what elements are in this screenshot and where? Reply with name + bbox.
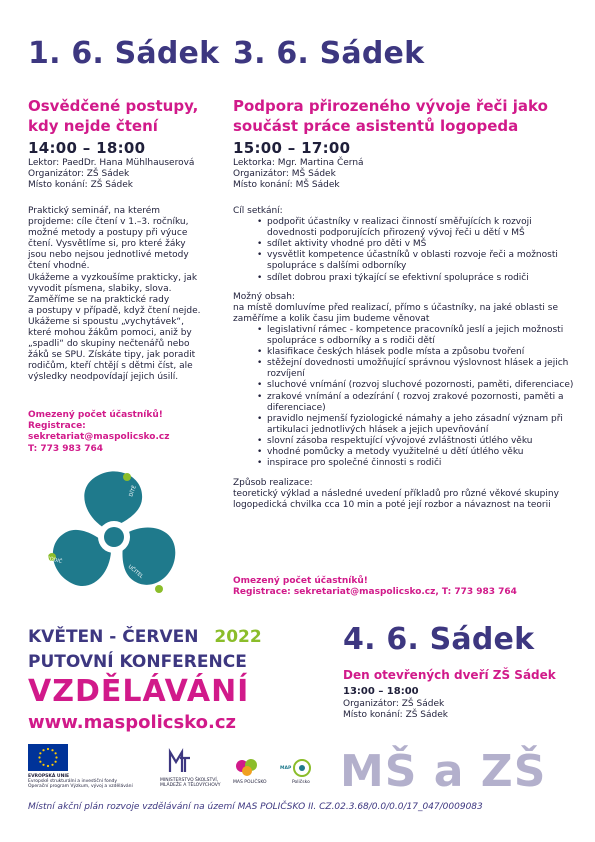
logo-label-ucitel: UČITEL: [126, 563, 145, 580]
msmt-logo-icon: [168, 748, 192, 774]
lector-1: Lektor: PaedDr. Hana Mühlhauserová: [28, 158, 195, 168]
eu-line1: EVROPSKÁ UNIE: [28, 774, 70, 779]
event-title-1-line2: kdy nejde čtení: [28, 117, 158, 135]
footer-project-line: Místní akční plán rozvoje vzdělávání na území MAS POLIČSKO II. CZ.02.3.68/0.0/0.0/17_047/0009083: [28, 802, 483, 812]
event-time-3: 13:00 – 18:00: [343, 686, 419, 697]
description-line: žáků se SPU. Získáte tipy, jak poradit: [28, 350, 196, 361]
description-line: projdeme: cíle čtení v 1.–3. ročníku,: [28, 217, 189, 228]
description-line: rodičům, kteří chtějí s dětmi číst, ale: [28, 361, 193, 372]
content-item: • klasifikace českých hlásek podle místa a způsobu tvoření: [233, 347, 578, 358]
conference-title: VZDĚLÁVÁNÍ: [28, 674, 250, 709]
registration-2[interactable]: Registrace: sekretariat@maspolicsko.cz, T: 773 983 764: [233, 587, 517, 598]
map-logo-icon: [290, 758, 314, 778]
goal-item: • sdílet dobrou praxi týkající se efektivní spolupráce s rodiči: [233, 273, 578, 284]
propeller-logo-icon: [28, 455, 198, 625]
content-item: • stěžejní dovednosti umožňující správnou výslovnost hlásek a jejich rozvíjení: [233, 358, 578, 380]
event-title-1: [28, 96, 228, 136]
conference-logo: [28, 455, 198, 625]
conference-months: [28, 627, 262, 647]
method-label: Způsob realizace:: [233, 478, 313, 489]
event-time-1: 14:00 – 18:00: [28, 139, 146, 157]
content-item: • inspirace pro společné činnosti s rodiči: [233, 458, 578, 469]
msmt-line1: MINISTERSTVO ŠKOLSTVÍ,: [160, 778, 219, 783]
logo-label-dite: DÍTĚ: [128, 484, 138, 498]
date-heading-3: 4. 6. Sádek: [343, 622, 535, 657]
msmt-logo-text: [160, 778, 240, 788]
event-title-2: [233, 96, 578, 136]
event-description-1: [28, 206, 233, 384]
event-body-2: [233, 206, 578, 511]
registration-email-1[interactable]: sekretariat@maspolicsko.cz: [28, 432, 170, 443]
content-item: • sluchové vnímání (rozvoj sluchové pozornosti, paměti, diferenciace): [233, 380, 578, 391]
description-line: Ukážeme si spoustu „vychytávek“,: [28, 316, 184, 327]
date-heading-2: 3. 6. Sádek: [233, 36, 425, 71]
conference-months-text: KVĚTEN - ČERVEN: [28, 627, 199, 647]
organizer-1: Organizátor: ZŠ Sádek: [28, 169, 130, 179]
registration-phone-1: T: 773 983 764: [28, 443, 104, 454]
content-intro: na místě domluvíme před realizací, přímo s účastníky, na jaké oblasti se zaměříme a kolik času jim budeme věnovat: [233, 302, 558, 324]
logo-label-rodic: RODIČ: [45, 555, 63, 566]
content-item: • legislativní rámec - kompetence pracovníků jeslí a jejich možnosti spolupráce s odborníky a s rodiči dětí: [233, 325, 578, 347]
event-time-2: 15:00 – 17:00: [233, 139, 351, 157]
school-badge: MŠ a ZŠ: [340, 746, 547, 797]
description-line: a postupy v případě, když čtení nejde.: [28, 305, 201, 316]
content-item: • slovní zásoba respektující vývojové zvláštnosti útlého věku: [233, 436, 578, 447]
registration-block-1: [28, 410, 238, 455]
msmt-line2: MLÁDEŽE A TĚLOVÝCHOVY: [160, 783, 221, 788]
lector-2: Lektorka: Mgr. Martina Černá: [233, 158, 364, 168]
description-line: čtení. Vysvětlíme si, pro které žáky: [28, 239, 186, 250]
content-item: • vhodné pomůcky a metody využitelné u dětí útlého věku: [233, 447, 578, 458]
method-text: teoretický výklad a následné uvedení příkladů pro různé věkové skupiny logopedická chvilka cca 10 min a poté její rozbor a návaznost na teorii: [233, 489, 559, 511]
mas-logo-icon: [235, 758, 259, 778]
description-line: výsledky neodpovídají jejich úsilí.: [28, 372, 179, 383]
place-3: Místo konání: ZŠ Sádek: [343, 710, 448, 720]
map-sub: Poličsko: [292, 780, 310, 785]
content-list: [233, 325, 578, 469]
description-line: „spadli“ do skupiny nečtenářů nebo: [28, 339, 190, 350]
conference-subtitle: PUTOVNÍ KONFERENCE: [28, 652, 247, 672]
goal-item: • sdílet aktivity vhodné pro děti v MŠ: [233, 239, 578, 250]
date-heading-1: 1. 6. Sádek: [28, 36, 220, 71]
goals-list: [233, 217, 578, 284]
description-line: které mohou žákům pomoci, aniž by: [28, 328, 192, 339]
event-title-3: Den otevřených dveří ZŠ Sádek: [343, 668, 556, 682]
description-line: možné metody a postupy při výuce: [28, 228, 188, 239]
event-meta-1: [28, 158, 194, 191]
event-meta-3: [343, 699, 448, 721]
eu-flag-icon: [28, 744, 68, 771]
registration-block-2: [233, 576, 578, 598]
content-label: Možný obsah:: [233, 291, 296, 302]
mas-label: MAS POLIČSKO: [233, 780, 267, 785]
description-line: Ukážeme a vyzkoušíme prakticky, jak: [28, 272, 198, 283]
goals-label: Cíl setkání:: [233, 206, 283, 216]
event-title-1-line1: Osvědčené postupy,: [28, 97, 199, 115]
eu-line3: Operační program Výzkum, vývoj a vzdělávání: [28, 784, 133, 789]
map-label: MAP: [280, 766, 292, 771]
conference-year: 2022: [214, 627, 262, 647]
content-item: • zrakové vnímání a odezírání ( rozvoj zrakové pozornosti, paměti a diferenciace): [233, 392, 578, 414]
eu-stars-icon: [28, 744, 68, 771]
goal-item: • vysvětlit kompetence účastníků v oblasti rozvoje řeči a možnosti spolupráce s dalšími odborníky: [233, 250, 578, 272]
goal-item: • podpořit účastníky v realizaci činností směřujících k rozvoji dovednosti podporujících přirozený vývoj řeči u dětí v MŠ: [233, 217, 578, 239]
place-2: Místo konání: MŠ Sádek: [233, 180, 340, 190]
registration-label-1: Registrace:: [28, 421, 86, 432]
organizer-3: Organizátor: ZŠ Sádek: [343, 699, 445, 709]
description-line: čtení vhodné.: [28, 261, 90, 272]
eu-line2: Evropské strukturální a investiční fondy: [28, 779, 118, 784]
limited-capacity-1: Omezený počet účastníků!: [28, 410, 163, 420]
description-line: Zaměříme se na praktické rady: [28, 294, 170, 305]
event-title-2-line1: Podpora přirozeného vývoje řeči jako: [233, 97, 548, 115]
conference-url[interactable]: www.maspolicsko.cz: [28, 712, 237, 733]
organizer-2: Organizátor: MŠ Sádek: [233, 169, 336, 179]
description-line: vyvodit písmena, slabiky, slova.: [28, 283, 172, 294]
description-line: Praktický seminář, na kterém: [28, 206, 161, 216]
place-1: Místo konání: ZŠ Sádek: [28, 180, 133, 190]
event-title-2-line2: součást práce asistentů logopeda: [233, 117, 519, 135]
event-meta-2: [233, 158, 364, 191]
eu-logo-text: [28, 774, 138, 789]
description-line: jsou nebo nejsou jednotlivé metody: [28, 250, 189, 261]
limited-capacity-2: Omezený počet účastníků!: [233, 576, 368, 586]
content-item: • pravidlo nejmenší fyziologické námahy a jeho zásadní význam při artikulaci jednotlivých hlásek a jejich upevňování: [233, 414, 578, 436]
